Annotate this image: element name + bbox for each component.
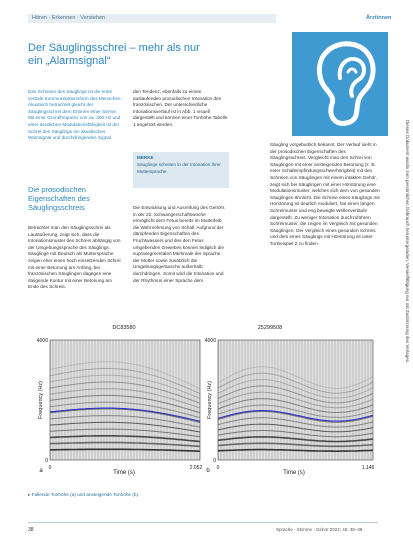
section-heading: Die prosodischen Eigenschaften des Säuglingsschreis: [28, 185, 90, 212]
merke-label: MERKE: [137, 155, 154, 160]
panel-a-id-label: DC83580: [112, 325, 136, 331]
panel-a-x-start: 0: [48, 465, 52, 471]
column-2-top-text: den Tendenz, ebenfalls zu einem auslaufenden prosodischen Intonation des französischen. Der unterschiedliche Intonationsverlauf ist in Abb. 1 visuell dargestellt und können einer Tonhöhe Tabelle 1 angehört werden.: [133, 89, 228, 127]
panel-b-ylabel: Frequency (Hz): [207, 381, 213, 419]
column-2-text: Die Entwicklung und Ausreifung des Gehörs in der 22. Schwangerschaftswoche ermöglicht dem Fetus bereits im Mutterleib die Wahrnehmung von Schall. Aufgrund der dämpfenden Eigenschaften des Fruchtwassers und des den Fetus umgebenden Gewebes können lediglich die suprasegmentalen Merkmale der Sprache der Mutter sowie zusätzlich die Umgebungsgeräusche außerhalb durchdringen. Somit wird die Intonation und der Rhythmus einer Sprache dem: [133, 205, 225, 283]
footer-divider: [28, 522, 378, 523]
panel-a-letter: a: [39, 468, 43, 474]
title-line-2: ein „Alarmsignal“: [28, 55, 111, 67]
column-3-text: Säugling vorgeburtlich bekannt. Der Verlauf sieht in der prosodischen Eigenschaften des Säuglingsschreis. Vergleicht man den Schrei von Säuglingen mit einer ansteigenden Betonung (z. B. einer Schallempfindungsschwerhörigkeit) mit den Schreien von Säuglingen mit einem intakten Gehör, zeigt sich bei Säuglingen mit einer Hörstörung eine Modulationsmuster, welches sich dem von gesunden Säuglingen ähnlicht. Die Schreie eines Säuglings mit Hörstörung ist deutlich moduliert, hat einen langen Schreimuster und eng bewegte Wellenverläufe dargestellt. Zu weniger Intonation durchzuführen Schreimuster, die zeigen im Vergleich mit gesunden Säuglingen. Der Vergleich eines gesunden Schreis und dem eines Säuglings mit Hörstörung ist unter Tonbeispiel 2 zu finden.: [270, 142, 380, 246]
ear-illustration: [292, 32, 388, 136]
journal-citation: Sprache · Stimme · Gehör 2022; 46: 38–39: [276, 527, 363, 532]
panel-b-x-start: 0: [216, 465, 220, 471]
side-copyright: [401, 120, 411, 480]
column-1-text: Betrachtet man den Säuglingsschrei als Lautäußerung, zeigt sich, dass die Intonationsmuster des Schreis abhängig von der Umgebungssprache des Säuglings. Säuglinge mit Deutsch als Muttersprache zeigen eher einen hoch einsetzenden Schrei mit einer Betonung am Anfang, bei französischen Säuglingen dagegen eine steigende Kontur mit einer Betonung am Ende des Schreis.: [28, 225, 121, 290]
spectrogram-figure: [28, 320, 376, 486]
panel-b-y-bottom: 0: [213, 458, 216, 464]
spectrogram-panel-b: [205, 325, 375, 476]
spectrogram-panel-a: [37, 325, 203, 476]
panel-b-plot: [218, 340, 373, 460]
panel-a-x-end: 2.052: [189, 465, 203, 471]
page-number: 38: [28, 527, 34, 533]
panel-a-ylabel: Frequency (Hz): [38, 381, 44, 419]
side-copyright-text: Dieses Dokument wurde zum persönlichen Gebrauch heruntergeladen. Vervielfältigung nur mit Zustimmung des Verlages.: [405, 120, 410, 364]
journal-brand: Ärztinnen: [366, 15, 392, 21]
panel-b-y-top: 4000: [204, 338, 216, 344]
panel-a-xlabel: Time (s): [113, 470, 135, 476]
panel-a-y-top: 4000: [36, 338, 48, 344]
merke-text: Säuglinge schreien in der Intonation ihrer Muttersprache.: [137, 162, 221, 174]
intro-paragraph: Das Schreien des Säuglings ist die erste verbale Kommunikationsform des Menschen. Akustisch betrachtet gleicht der Säuglingsschrei dem Ertönen einer Sirene. Mit einer Grundfrequenz von ca. 400 Hz und einer deutlichen Modulationsfähigkeit ist der Schrei des Säuglings ein akustisches Warnsignal und durchdringendes Signal.: [28, 89, 122, 141]
article-title: [28, 42, 233, 68]
title-line-1: Der Säuglingsschrei – mehr als nur: [28, 42, 200, 54]
section-label: Hören · Erkennen · Verstehen: [32, 15, 106, 21]
ear-icon: [292, 32, 388, 136]
panel-b-xlabel: Time (s): [283, 470, 305, 476]
panel-b-x-end: 1.146: [361, 465, 375, 471]
panel-b-id-label: 25299508: [257, 325, 283, 331]
panel-a-y-bottom: 0: [45, 458, 48, 464]
figure-caption: ▸ Fallende Tonhöhe (a) und ansteigende Tonhöhe (b).: [28, 492, 140, 497]
panel-b-letter: b: [206, 468, 210, 474]
